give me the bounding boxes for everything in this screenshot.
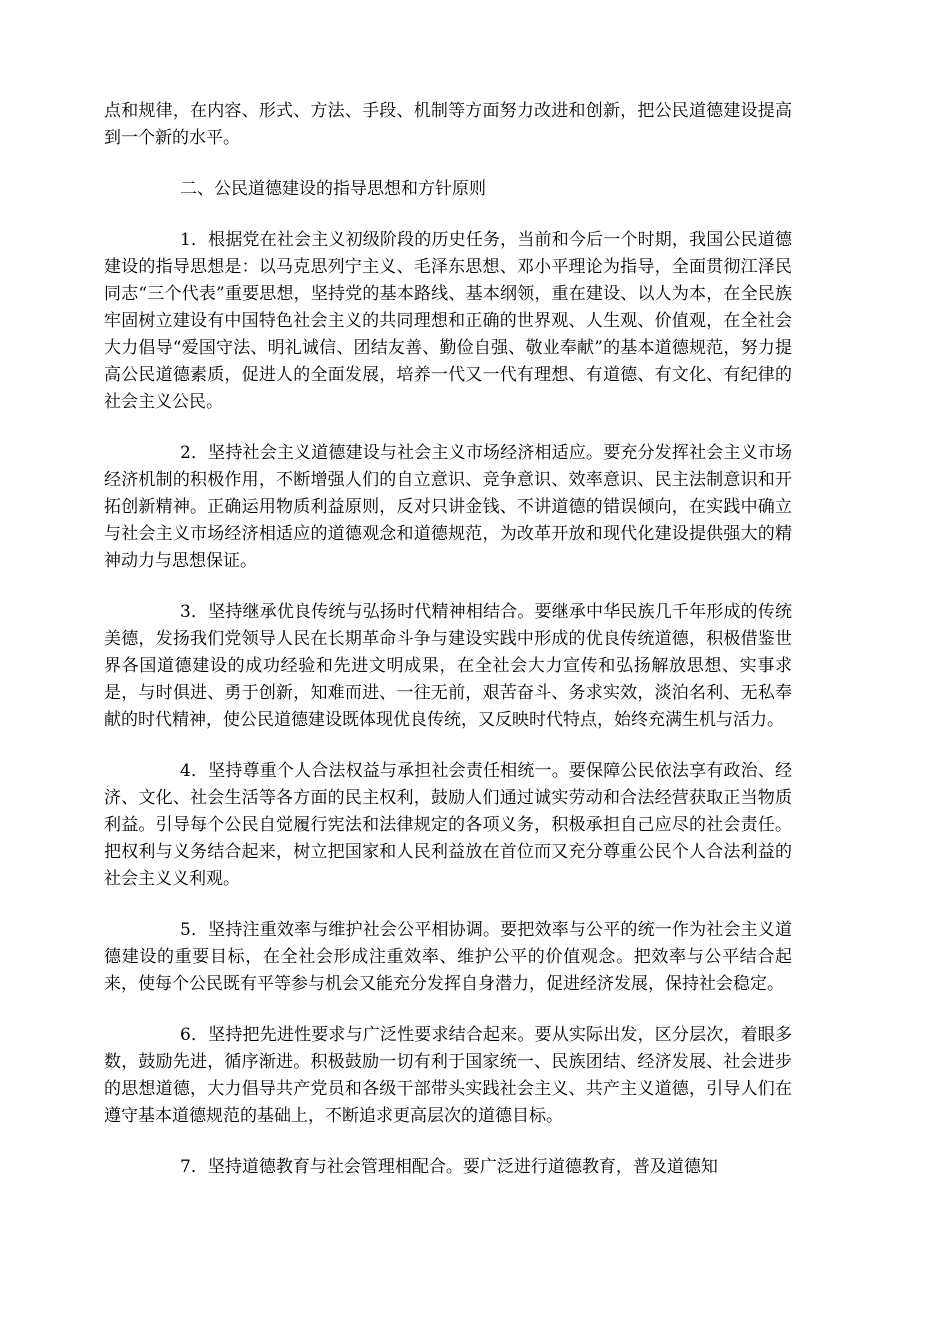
continuation-paragraph: 点和规律，在内容、形式、方法、手段、机制等方面努力改进和创新，把公民道德建设提高到一个新的水平。 bbox=[104, 101, 792, 148]
paragraph-7: 7．坚持道德教育与社会管理相配合。要广泛进行道德教育，普及道德知 bbox=[180, 1157, 718, 1177]
paragraph-4: 4．坚持尊重个人合法权益与承担社会责任相统一。要保障公民依法享有政治、经济、文化、社会生活等各方面的民主权利，鼓励人们通过诚实劳动和合法经营获取正当物质利益。引导每个公民自觉履行宪法和法律规定的各项义务，积极承担自己应尽的社会责任。把权利与义务结合起来，树立把国家和人民利益放在首位而又充分尊重公民个人合法利益的社会主义义利观。 bbox=[104, 761, 792, 889]
paragraph-3: 3．坚持继承优良传统与弘扬时代精神相结合。要继承中华民族几千年形成的传统美德，发扬我们党领导人民在长期革命斗争与建设实践中形成的优良传统道德，积极借鉴世界各国道德建设的成功经验和先进文明成果，在全社会大力宣传和弘扬解放思想、实事求是，与时俱进、勇于创新，知难而进、一往无前，艰苦奋斗、务求实效，淡泊名利、无私奉献的时代精神，使公民道德建设既体现优良传统，又反映时代特点，始终充满生机与活力。 bbox=[104, 602, 792, 730]
paragraph-5: 5．坚持注重效率与维护社会公平相协调。要把效率与公平的统一作为社会主义道德建设的重要目标，在全社会形成注重效率、维护公平的价值观念。把效率与公平结合起来，使每个公民既有平等参与机会又能充分发挥自身潜力，促进经济发展，保持社会稳定。 bbox=[104, 920, 792, 994]
paragraph-2: 2．坚持社会主义道德建设与社会主义市场经济相适应。要充分发挥社会主义市场经济机制的积极作用，不断增强人们的自立意识、竞争意识、效率意识、民主法制意识和开拓创新精神。正确运用物质利益原则，反对只讲金钱、不讲道德的错误倾向，在实践中确立与社会主义市场经济相适应的道德观念和道德规范，为改革开放和现代化建设提供强大的精神动力与思想保证。 bbox=[104, 443, 792, 571]
document-page bbox=[104, 98, 792, 1205]
paragraph-1: 1．根据党在社会主义初级阶段的历史任务，当前和今后一个时期，我国公民道德建设的指导思想是：以马克思列宁主义、毛泽东思想、邓小平理论为指导，全面贯彻江泽民同志“三个代表”重要思想，坚持党的基本路线、基本纲领，重在建设、以人为本，在全民族牢固树立建设有中国特色社会主义的共同理想和正确的世界观、人生观、价值观，在全社会大力倡导“爱国守法、明礼诚信、团结友善、勤俭自强、敬业奉献”的基本道德规范，努力提高公民道德素质，促进人的全面发展，培养一代又一代有理想、有道德、有文化、有纪律的社会主义公民。 bbox=[104, 230, 792, 412]
section-heading: 二、公民道德建设的指导思想和方针原则 bbox=[180, 179, 486, 199]
paragraph-6: 6．坚持把先进性要求与广泛性要求结合起来。要从实际出发，区分层次，着眼多数，鼓励先进，循序渐进。积极鼓励一切有利于国家统一、民族团结、经济发展、社会进步的思想道德，大力倡导共产党员和各级干部带头实践社会主义、共产主义道德，引导人们在遵守基本道德规范的基础上，不断追求更高层次的道德目标。 bbox=[104, 1025, 792, 1126]
